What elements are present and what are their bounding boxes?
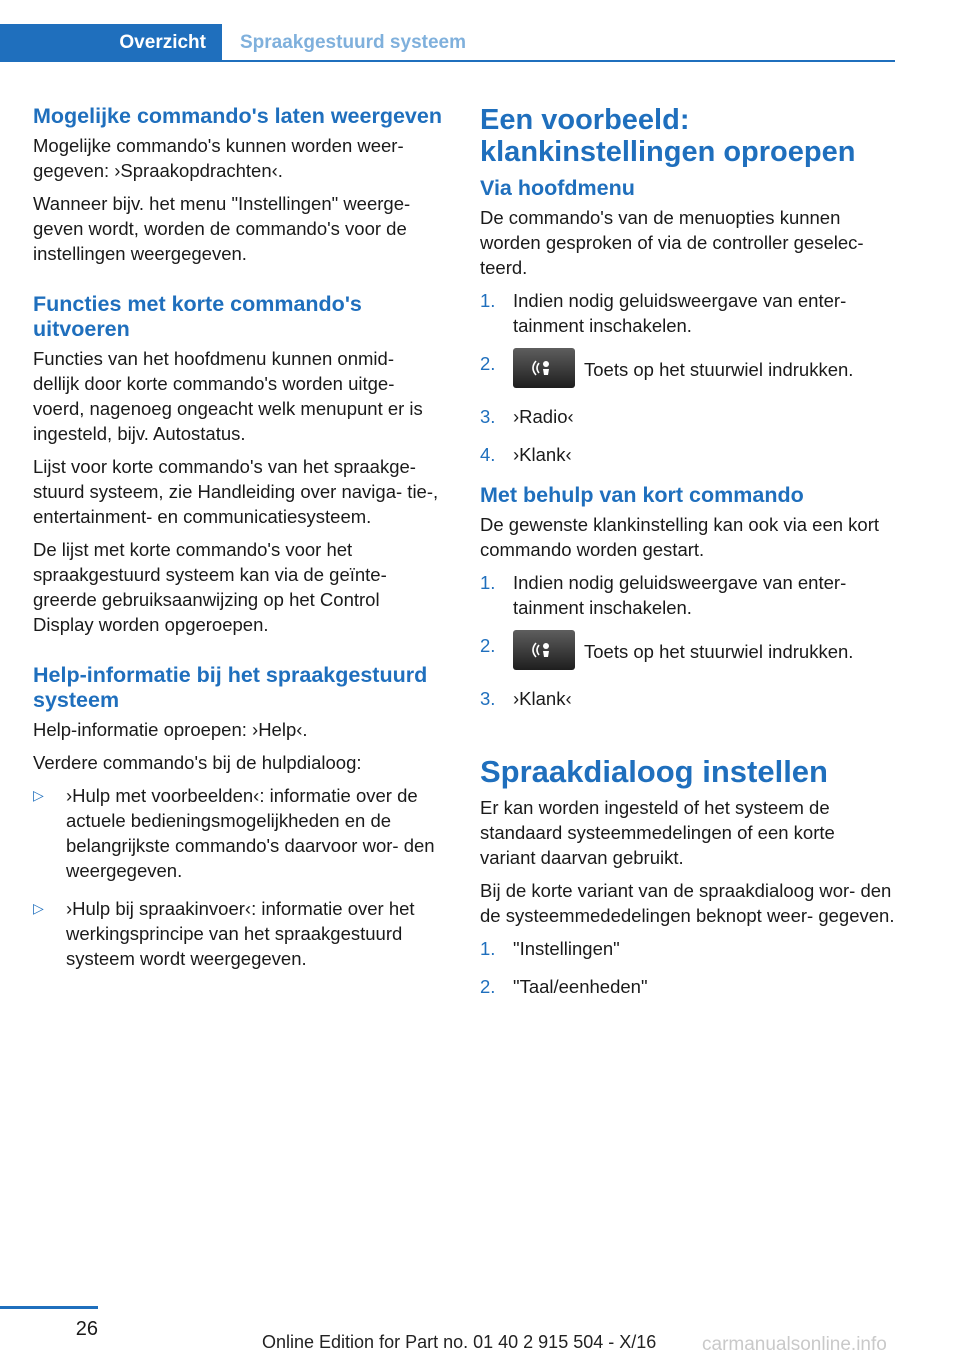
section-title-example: Een voorbeeld: klankinstellingen oproepen <box>480 104 856 168</box>
tab-overzicht[interactable]: Overzicht <box>0 24 222 62</box>
left-column <box>33 104 445 987</box>
paragraph: Bij de korte variant van de spraakdialoog wor‐ den de systeemmededelingen beknopt weer‐ gegeven. <box>480 880 895 926</box>
right-column <box>480 104 895 1015</box>
page-number-rule <box>0 1306 98 1309</box>
steps-main-menu <box>480 288 895 467</box>
subsection-title-main-menu: Via hoofdmenu <box>480 176 635 200</box>
paragraph: Functies van het hoofdmenu kunnen onmid‐ dellijk door korte commando's worden uitge‐ voerd, nagenoeg ongeacht welk menupunt er is ingesteld, bijv. Autostatus. <box>33 348 423 444</box>
steps-dialog <box>480 936 895 999</box>
paragraph: Er kan worden ingesteld of het systeem de standaard systeemmedelingen of een korte variant daarvan gebruikt. <box>480 797 835 868</box>
list-item: 2. "Taal/eenheden" <box>480 976 648 997</box>
header-tabs <box>0 24 895 62</box>
help-list <box>33 783 445 971</box>
edition-footer: Online Edition for Part no. 01 40 2 915 504 - X/16 <box>262 1332 657 1352</box>
list-item: 2. Toets op het stuurwiel indrukken. <box>480 633 895 673</box>
section-title-help: Help-informatie bij het spraakgestuurd systeem <box>33 663 428 712</box>
paragraph: Lijst voor korte commando's van het spraakge‐ stuurd systeem, zie Handleiding over naviga‐ tie-, entertainment- en communicatiesysteem. <box>33 456 439 527</box>
subsection-title-short-command: Met behulp van kort commando <box>480 483 804 507</box>
paragraph: Wanneer bijv. het menu "Instellingen" weerge‐ geven wordt, worden de commando's voor de instellingen weergegeven. <box>33 193 411 264</box>
section-title-commands: Mogelijke commando's laten weergeven <box>33 104 442 128</box>
paragraph: Help-informatie oproepen: ›Help‹. <box>33 719 308 740</box>
paragraph: De commando's van de menuopties kunnen worden gesproken of via de controller geselec‐ teerd. <box>480 207 864 278</box>
triangle-bullet-icon: ▷ <box>33 787 44 803</box>
section-title-dialog: Spraakdialoog instellen <box>480 754 828 789</box>
watermark: carmanualsonline.info <box>702 1334 887 1355</box>
voice-command-button-icon <box>513 630 575 670</box>
page-number: 26 <box>75 1318 98 1340</box>
triangle-bullet-icon: ▷ <box>33 900 44 916</box>
voice-command-button-icon <box>513 348 575 388</box>
list-item: 1. "Instellingen" <box>480 938 620 959</box>
paragraph: Mogelijke commando's kunnen worden weer‐ gegeven: ›Spraakopdrachten‹. <box>33 135 404 181</box>
paragraph: Verdere commando's bij de hulpdialoog: <box>33 752 362 773</box>
steps-short-command <box>480 570 895 711</box>
list-item: 3. ›Klank‹ <box>480 688 572 709</box>
list-item: ▷ ›Hulp met voorbeelden‹: informatie over de actuele bedieningsmogelijkheden en de belangrijkste commando's daarvoor wor‐ den weergegeven. <box>33 785 435 881</box>
list-item: 1. Indien nodig geluidsweergave van enter‐ tainment inschakelen. <box>480 290 847 336</box>
tab-spraakgestuurd-systeem[interactable]: Spraakgestuurd systeem <box>240 32 466 53</box>
paragraph: De lijst met korte commando's voor het spraakgestuurd systeem kan via de geïnte‐ greerde gebruiksaanwijzing op het Control Display worden opgeroepen. <box>33 539 387 635</box>
list-item: 2. Toets op het stuurwiel indrukken. <box>480 351 895 391</box>
header-rule <box>0 60 895 62</box>
list-item: 4. ›Klank‹ <box>480 444 572 465</box>
section-title-short-commands: Functies met korte commando's uitvoeren <box>33 292 362 341</box>
list-item: 1. Indien nodig geluidsweergave van enter‐ tainment inschakelen. <box>480 572 847 618</box>
list-item: 3. ›Radio‹ <box>480 406 574 427</box>
paragraph: De gewenste klankinstelling kan ook via een kort commando worden gestart. <box>480 514 880 560</box>
list-item: ▷ ›Hulp bij spraakinvoer‹: informatie over het werkingsprincipe van het spraakgestuurd systeem wordt weergegeven. <box>33 898 415 969</box>
